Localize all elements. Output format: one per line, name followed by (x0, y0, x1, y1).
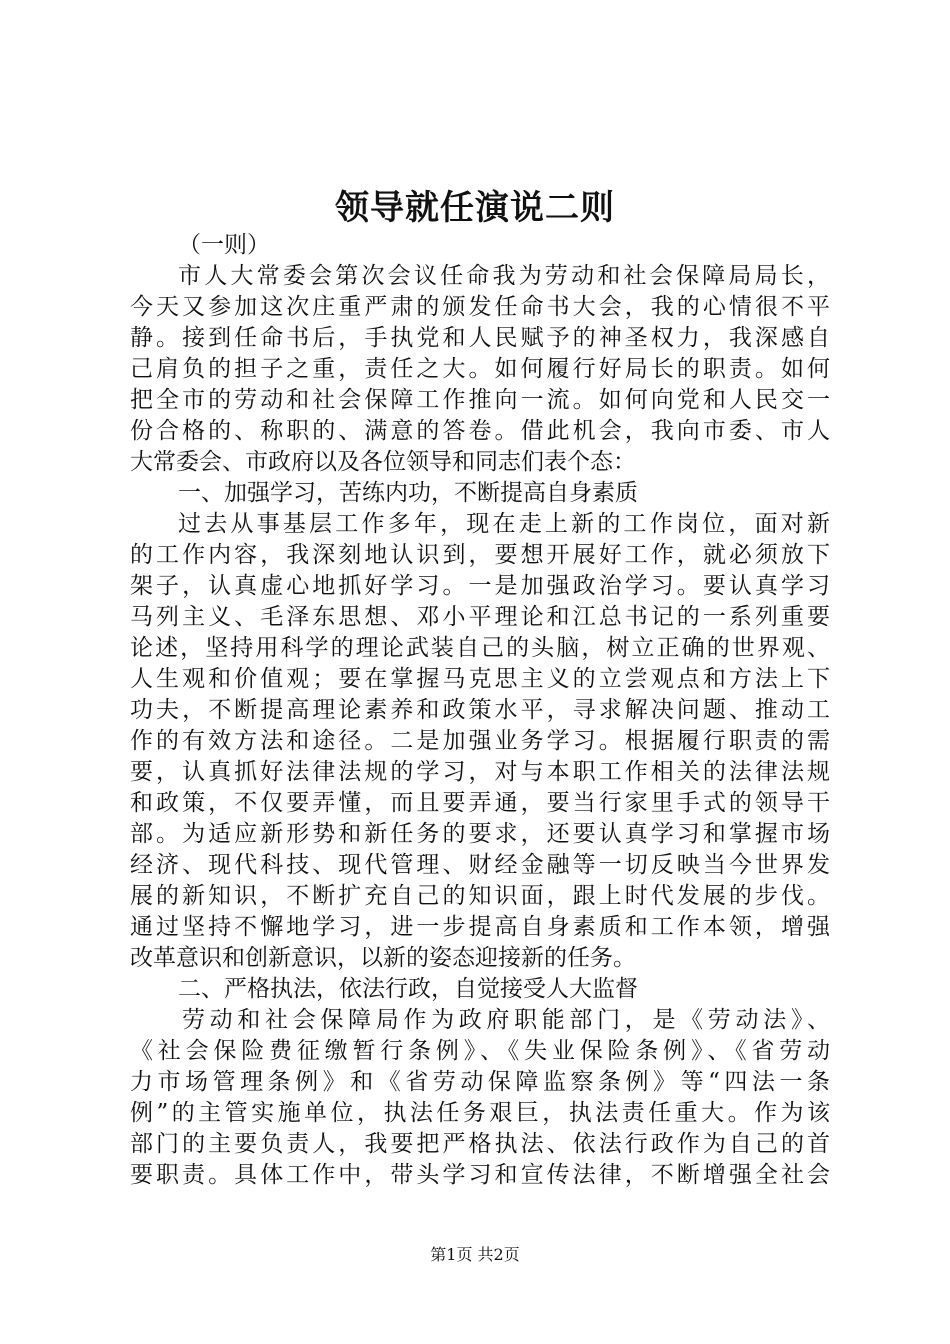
body-line: 论述，坚持用科学的理论武装自己的头脑，树立正确的世界观、 (130, 635, 830, 661)
body-line: 改革意识和创新意识，以新的姿态迎接新的任务。 (130, 945, 636, 971)
section-label: （一则） (178, 232, 270, 258)
body-line: 力市场管理条例》和《省劳动保障监察条例》等“四法一条 (130, 1069, 830, 1095)
body-line: 己肩负的担子之重，责任之大。如何履行好局长的职责。如何 (130, 356, 830, 382)
body-line: 部门的主要负责人，我要把严格执法、依法行政作为自己的首 (130, 1131, 830, 1157)
body-line: 部。为适应新形势和新任务的要求，还要认真学习和掌握市场 (130, 821, 830, 847)
body-line: 通过坚持不懈地学习，进一步提高自身素质和工作本领，增强 (130, 914, 830, 940)
body-line: 静。接到任命书后，手执党和人民赋予的神圣权力，我深感自 (130, 325, 830, 351)
body-line: 的工作内容，我深刻地认识到，要想开展好工作，就必须放下 (130, 542, 830, 568)
document-title: 领导就任演说二则 (335, 188, 615, 228)
body-line: 例”的主管实施单位，执法任务艰巨，执法责任重大。作为该 (130, 1100, 830, 1126)
document-body (130, 230, 830, 1191)
body-line: 人生观和价值观；要在掌握马克思主义的立尝观点和方法上下 (130, 666, 830, 692)
body-line: 马列主义、毛泽东思想、邓小平理论和江总书记的一系列重要 (130, 604, 830, 630)
section-heading: 一、加强学习，苦练内功，不断提高自身素质 (178, 480, 638, 506)
body-line: 经济、现代科技、现代管理、财经金融等一切反映当今世界发 (130, 852, 830, 878)
body-line: 把全市的劳动和社会保障工作推向一流。如何向党和人民交一 (130, 387, 830, 413)
body-line: 劳动和社会保障局作为政府职能部门，是《劳动法》、 (182, 1007, 830, 1033)
body-line: 过去从事基层工作多年，现在走上新的工作岗位，面对新 (178, 511, 830, 537)
body-line: 展的新知识，不断扩充自己的知识面，跟上时代发展的步伐。 (130, 883, 830, 909)
body-line: 市人大常委会第次会议任命我为劳动和社会保障局局长， (178, 263, 830, 289)
body-line: 今天又参加这次庄重严肃的颁发任命书大会，我的心情很不平 (130, 294, 830, 320)
body-line: 架子，认真虚心地抓好学习。一是加强政治学习。要认真学习 (130, 573, 830, 599)
section-heading: 二、严格执法，依法行政，自觉接受人大监督 (178, 976, 638, 1002)
body-line: 功夫，不断提高理论素养和政策水平，寻求解决问题、推动工 (130, 697, 830, 723)
page-number-footer: 第1页 共2页 (430, 1245, 520, 1264)
body-line: 要职责。具体工作中，带头学习和宣传法律，不断增强全社会 (130, 1162, 830, 1188)
body-line: 要，认真抓好法律法规的学习，对与本职工作相关的法律法规 (130, 759, 830, 785)
body-line: 作的有效方法和途径。二是加强业务学习。根据履行职责的需 (130, 728, 830, 754)
body-line: 和政策，不仅要弄懂，而且要弄通，要当行家里手式的领导干 (130, 790, 830, 816)
body-line: 份合格的、称职的、满意的答卷。借此机会，我向市委、市人 (130, 418, 830, 444)
body-line: 大常委会、市政府以及各位领导和同志们表个态： (130, 449, 636, 475)
body-line: 《社会保险费征缴暂行条例》、《失业保险条例》、《省劳动 (130, 1038, 830, 1064)
